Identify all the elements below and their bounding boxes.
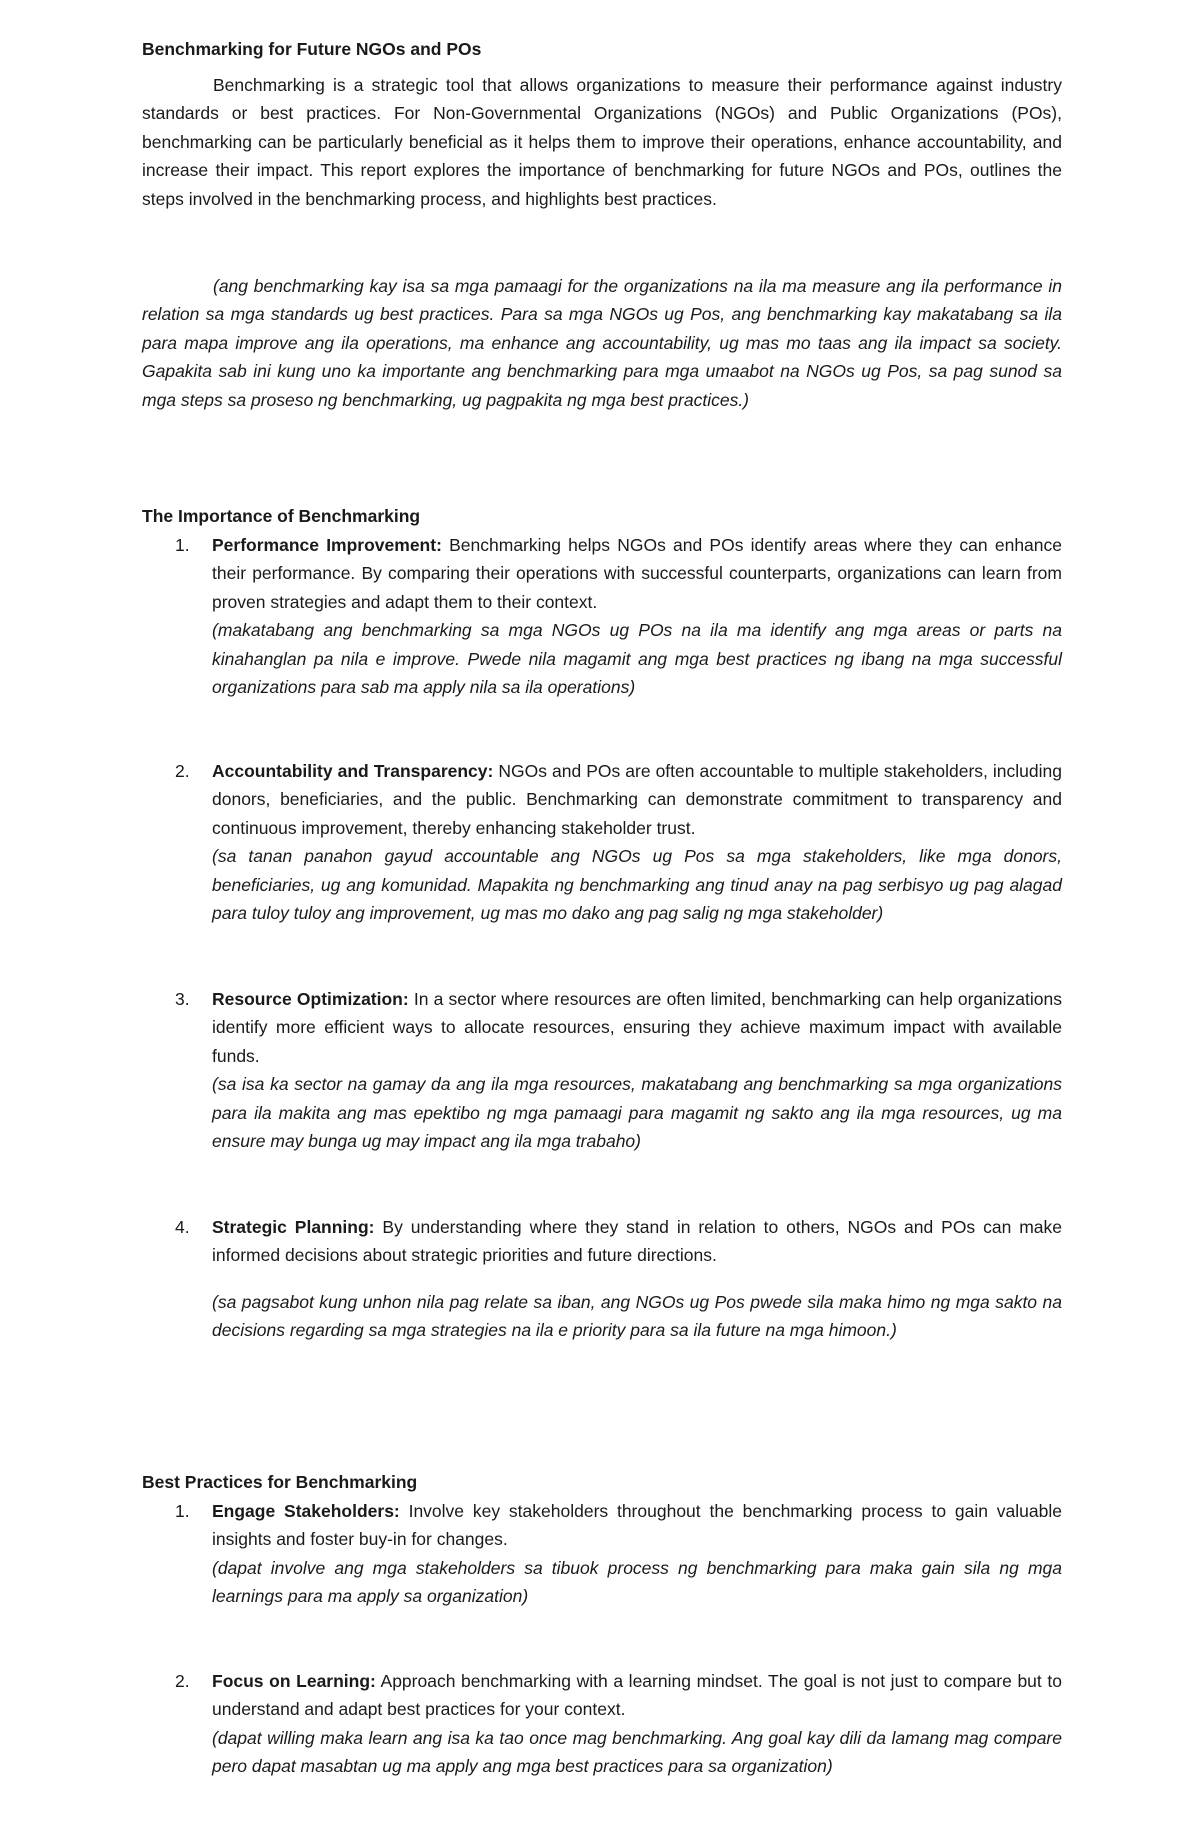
item-description: NGOs and POs are often accountable to multiple stakeholders, including donors, beneficiaries, and the public. Benchmarking can demonstrate commitment to transparency and continuous improvement, thereby enhancing stakeholder trust. xyxy=(212,761,1063,838)
importance-item xyxy=(142,985,1062,1155)
item-text xyxy=(212,531,1062,616)
intro-translation: (ang benchmarking kay isa sa mga pamaagi for the organizations na ila ma measure ang ila performance in relation sa mga standards ug best practices. Para sa mga NGOs ug Pos, ang benchmarking kay makatabang sa ila para mapa improve ang ila operations, ma enhance ang accountability, ug mas mo taas ang ila impact sa society. Gapakita sab ini kung uno ka importante ang benchmarking para mga umaabot na NGOs ug Pos, sa pag sunod sa mga steps sa proseso ng benchmarking, ug pagpakita ng mga best practices.) xyxy=(142,276,1062,410)
best-practices-heading: Best Practices for Benchmarking xyxy=(142,1472,418,1492)
importance-item xyxy=(142,757,1062,927)
item-description: Involve key stakeholders throughout the benchmarking process to gain valuable insights and foster buy-in for changes. xyxy=(212,1501,1062,1550)
item-translation: (dapat willing maka learn ang isa ka tao once mag benchmarking. Ang goal kay dili da lamang mag compare pero dapat masabtan ug ma apply ang mga best practices para sa organization) xyxy=(212,1727,1062,1777)
item-description: Approach benchmarking with a learning mindset. The goal is not just to compare but to understand and adapt best practices for your context. xyxy=(212,1671,1062,1720)
item-term: Strategic Planning: xyxy=(212,1217,375,1237)
intro-paragraph: Benchmarking is a strategic tool that allows organizations to measure their performance against industry standards or best practices. For Non-Governmental Organizations (NGOs) and Public Organizations (POs), benchmarking can be particularly beneficial as it helps them to improve their operations, enhance accountability, and increase their impact. This report explores the importance of benchmarking for future NGOs and POs, outlines the steps involved in the benchmarking process, and highlights best practices. xyxy=(142,75,1062,209)
item-translation: (sa isa ka sector na gamay da ang ila mga resources, makatabang ang benchmarking sa mga organizations para ila makita ang mas epektibo ng mga pamaagi para magamit ng sakto ang ila mga resources, ug ma ensure may bunga ug may impact ang ila mga trabaho) xyxy=(212,1074,1062,1152)
item-term: Focus on Learning: xyxy=(212,1671,376,1691)
item-translation: (sa pagsabot kung unhon nila pag relate sa iban, ang NGOs ug Pos pwede sila maka himo ng mga sakto na decisions regarding sa mga strategies na ila e priority para sa ila future na mga himoon.) xyxy=(212,1291,1062,1341)
importance-item xyxy=(142,1213,1062,1345)
item-translation: (sa tanan panahon gayud accountable ang NGOs ug Pos sa mga stakeholders, like mga donors, beneficiaries, ug ang komunidad. Mapakita ng benchmarking ang tinud anay na pag serbisyo ug pag alagad para tuloy tuloy ang improvement, ug mas mo dako ang pag salig ng mga stakeholder) xyxy=(212,846,1062,924)
item-term: Accountability and Transparency: xyxy=(212,761,494,781)
item-text xyxy=(212,1667,1062,1724)
item-description: Benchmarking helps NGOs and POs identify areas where they can enhance their performance. By comparing their operations with successful counterparts, organizations can learn from proven strategies and adapt them to their context. xyxy=(212,535,1062,612)
document-title: Benchmarking for Future NGOs and POs xyxy=(142,39,482,59)
item-number: 2. xyxy=(175,1671,190,1691)
item-translation: (dapat involve ang mga stakeholders sa tibuok process ng benchmarking para maka gain sila ng mga learnings para ma apply sa organization) xyxy=(212,1557,1062,1607)
item-translation: (makatabang ang benchmarking sa mga NGOs ug POs na ila ma identify ang mga areas or parts na kinahanglan pa nila e improve. Pwede nila magamit ang mga best practices ng ibang na mga successful organizations para sab ma apply nila sa ila operations) xyxy=(212,620,1062,698)
item-term: Resource Optimization: xyxy=(212,989,409,1009)
best-practice-item xyxy=(142,1667,1062,1781)
item-text xyxy=(212,985,1062,1070)
item-description: In a sector where resources are often limited, benchmarking can help organizations identify more efficient ways to allocate resources, ensuring they achieve maximum impact with available funds. xyxy=(212,989,1062,1066)
item-text xyxy=(212,1213,1062,1270)
item-number: 1. xyxy=(175,1501,190,1521)
item-term: Performance Improvement: xyxy=(212,535,442,555)
item-number: 4. xyxy=(175,1217,190,1237)
importance-item xyxy=(142,531,1062,701)
item-number: 2. xyxy=(175,761,190,781)
item-number: 1. xyxy=(175,535,190,555)
item-text xyxy=(212,757,1062,842)
item-description: By understanding where they stand in relation to others, NGOs and POs can make informed decisions about strategic priorities and future directions. xyxy=(212,1217,1062,1266)
item-text xyxy=(212,1497,1062,1554)
best-practice-item xyxy=(142,1497,1062,1611)
importance-heading: The Importance of Benchmarking xyxy=(142,506,421,526)
item-term: Engage Stakeholders: xyxy=(212,1501,400,1521)
item-number: 3. xyxy=(175,989,190,1009)
